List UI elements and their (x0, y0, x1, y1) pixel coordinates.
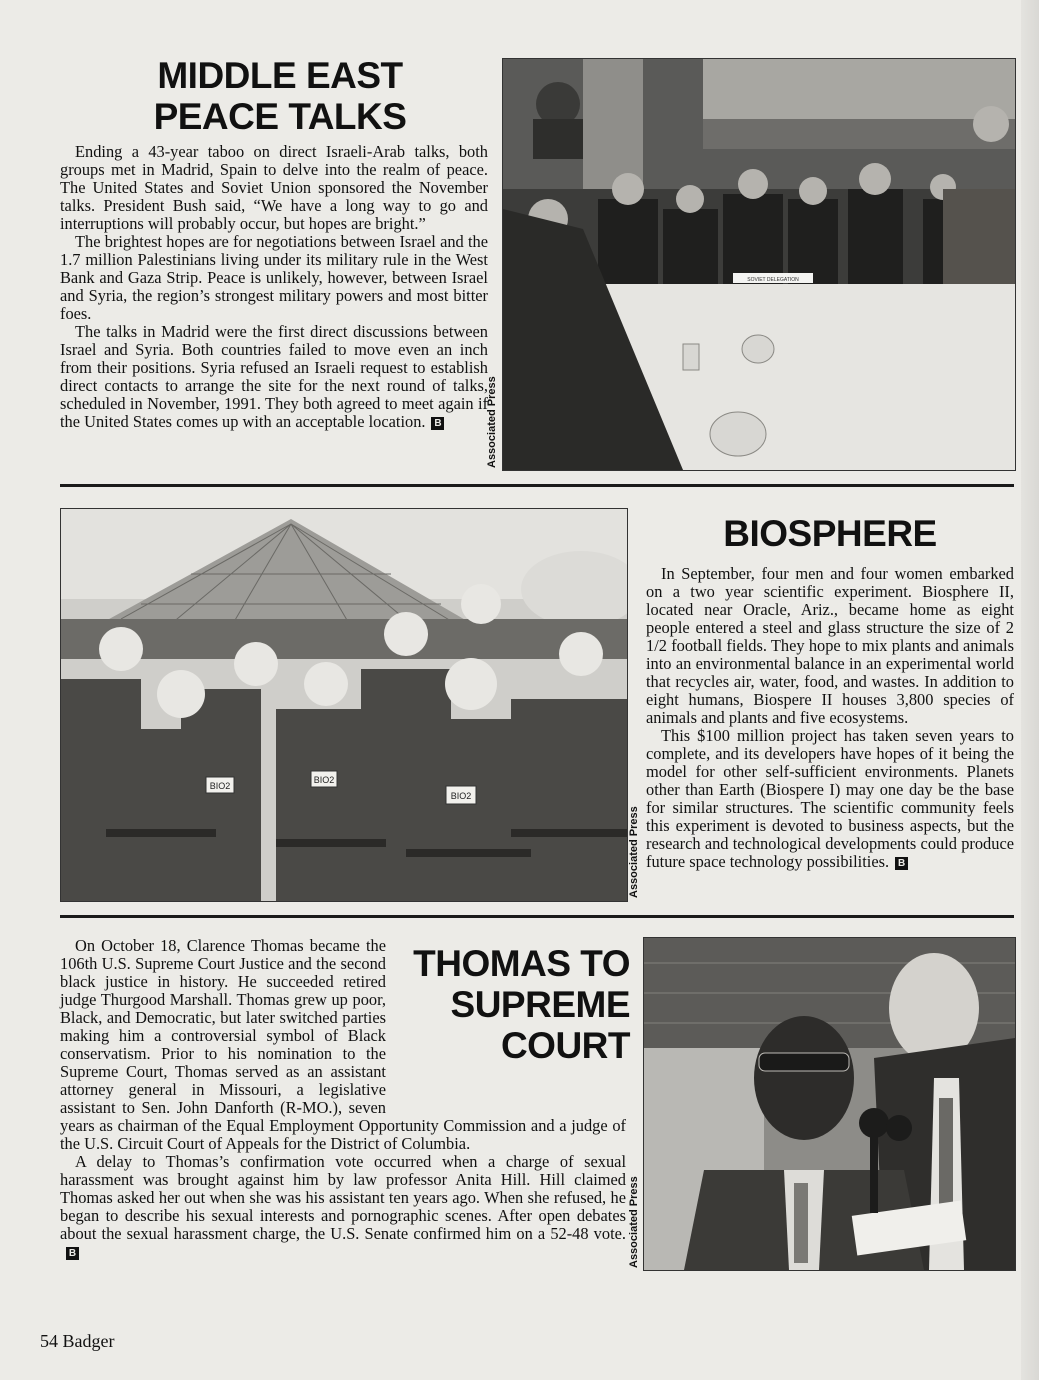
mideast-photo-credit: Associated Press (486, 376, 498, 468)
thomas-photo-credit: Associated Press (628, 1176, 640, 1268)
biosphere-headline: BIOSPHERE (723, 513, 937, 554)
mideast-headline-line1: MIDDLE EAST (157, 55, 403, 96)
biosphere-paragraph-2 (646, 727, 1014, 871)
thomas-paragraph-2 (60, 1153, 626, 1261)
mideast-body (60, 143, 488, 431)
headline-float-spacer (386, 937, 626, 1107)
section-divider-2 (60, 915, 1014, 918)
thomas-headline-line2: SUPREME (450, 984, 630, 1025)
thomas-paragraph-2-text: A delay to Thomas’s confirmation vote occurred when a charge of sexual harassment was brought against him by law professor Anita Hill. Hill claimed Thomas asked her out when she was his assistant ten years ago. When she refused, he began to describe his sexual interests and pornographic scenes. After open debates about the sexual harassment charge, the U.S. Senate confirmed him on a 52-48 vote. (60, 1152, 626, 1243)
mideast-paragraph-3-text: The talks in Madrid were the first direct discussions between Israel and Syria. Both countries failed to move even an inch from their positions. Syria refused an Israeli request to establish direct contacts to arrange the site for the next round of talks, scheduled in November, 1991. They both agreed to meet again if the United States comes up with an acceptable location. (60, 322, 488, 431)
end-mark-icon: B (431, 417, 444, 430)
mideast-paragraph-3 (60, 323, 488, 431)
page-folio: 54 Badger (40, 1331, 115, 1351)
crew-patch-1: BIO2 (209, 781, 231, 791)
biosphere-paragraph-2-text: This $100 million project has taken seven years to complete, and its developers have hopes of it being the model for other self-sufficient environments. Planets other than Earth (Biospere I) may one day be the base for similar structures. The scientific community feels this experiment is devoted to business aspects, but the research and technological developments could produce future space technology possibilities. (646, 726, 1014, 871)
mideast-paragraph-1: Ending a 43-year taboo on direct Israeli-Arab talks, both groups met in Madrid, Spain to delve into the realm of peace. The United States and Soviet Union sponsored the November talks. President Bush said, “We have a long way to go and interruptions will probably occur, but hopes are bright.” (60, 142, 488, 233)
page-edge (1021, 0, 1039, 1380)
thomas-headline-line1: THOMAS TO (413, 943, 630, 984)
biosphere-crew-photo (60, 508, 628, 902)
mideast-paragraph-2: The brightest hopes are for negotiations between Israel and the 1.7 million Palestinians living under its military rule in the West Bank and Gaza Strip. Peace is unlikely, however, between Israel and Syria, the region’s strongest military powers and most bitter foes. (60, 232, 488, 323)
end-mark-icon: B (895, 857, 908, 870)
biosphere-paragraph-1: In September, four men and four women embarked on a two year scientific experiment. Biosphere II, located near Oracle, Ariz., became home as eight people entered a steel and glass structure the size of 2 1/2 football fields. They hope to mix plants and animals into an environmental balance in an experimental world that recycles air, water, food, and wastes. In addition to eight humans, Biospere II houses 3,800 species of animals and plants and five ecosystems. (646, 564, 1014, 727)
peace-talks-photo (502, 58, 1016, 471)
placard-text: SOVIET DELEGATION (747, 277, 799, 283)
thomas-paragraph-1: On October 18, Clarence Thomas became the 106th U.S. Supreme Court Justice and the second black justice in history. He succeeded retired judge Thurgood Marshall. Thomas grew up poor, Black, and Democratic, but later switched parties making him a controversial symbol of Black conservatism. Prior to his nomination to the Supreme Court, Thomas served as an assistant attorney general in Missouri, a legislative assistant to Sen. John Danforth (R-MO.), seven years as chairman of the Equal Employment Opportunity Commission and a judge of the U.S. Circuit Court of Appeals for the District of Columbia. (60, 936, 626, 1153)
mideast-headline-line2: PEACE TALKS (153, 96, 407, 137)
thomas-bush-photo (643, 937, 1016, 1271)
thomas-body (60, 937, 626, 1261)
biosphere-body (646, 565, 1014, 871)
crew-patch-3: BIO2 (450, 791, 472, 801)
end-mark-icon: B (66, 1247, 79, 1260)
mideast-headline (110, 55, 450, 137)
section-divider-1 (60, 484, 1014, 487)
biosphere-photo-credit: Associated Press (628, 806, 640, 898)
thomas-headline-line3: COURT (500, 1025, 630, 1066)
crew-patch-2: BIO2 (313, 775, 335, 785)
